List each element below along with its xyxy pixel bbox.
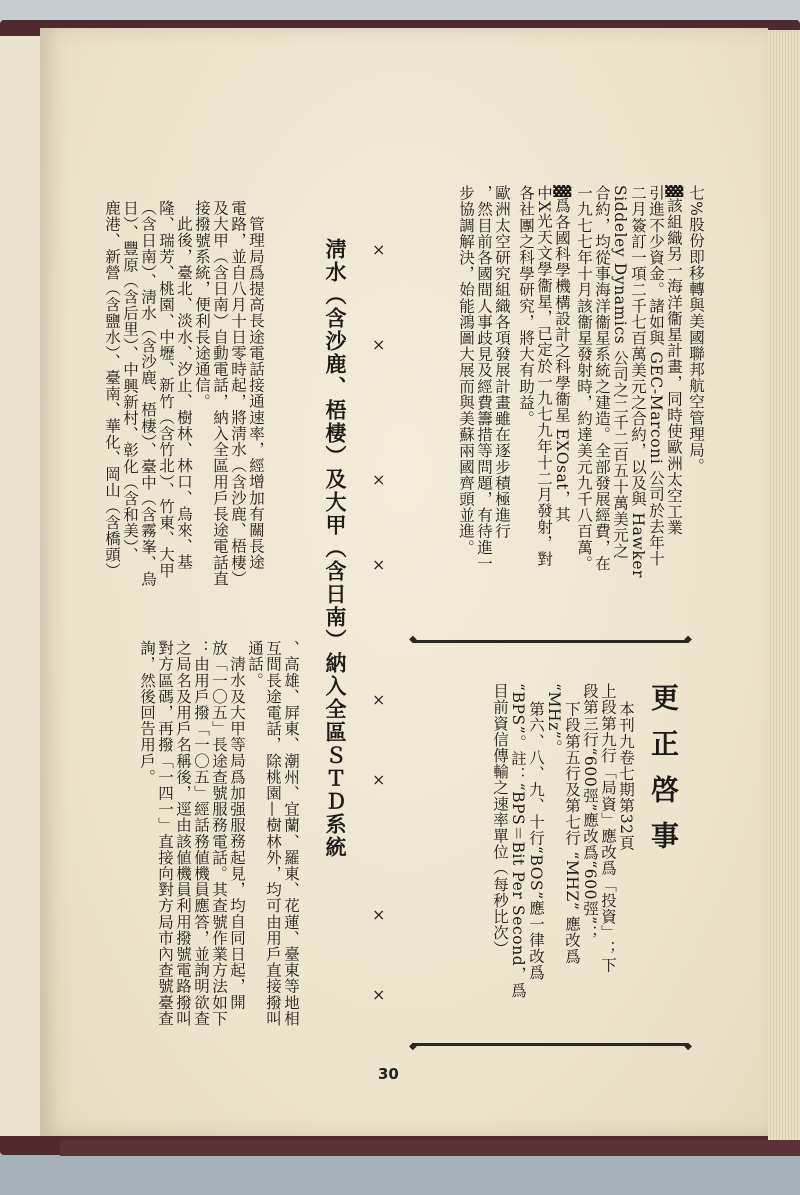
text-line: 各社團之科學研究，將大有助益。: [517, 185, 535, 427]
section-heading: 淸水（含沙鹿、梧棲）及大甲（含日南）納入全區ＳＴＤ系統: [323, 238, 348, 859]
correction-notice-box: [409, 634, 692, 1052]
text-line: （含日南）、淸水（含沙鹿、梧棲）、臺中（含霧峯、烏: [139, 200, 157, 587]
text-line: 接撥號系統，便利長途通信。: [193, 200, 211, 410]
ornament-icon: ◆: [409, 1041, 417, 1052]
text-line: ，然目前各國間人事歧見及經費籌措等問題，有待進一: [475, 185, 493, 572]
notice-title: 更正啓事: [647, 683, 680, 867]
divider-mark: ×: [372, 555, 386, 574]
text-line: 日）、豐原（含后里）、中興新村、彰化（含和美）、: [121, 200, 139, 564]
section-divider: [368, 240, 392, 1004]
ornament-icon: ◆: [684, 634, 692, 645]
ornament-icon: ◆: [684, 1041, 692, 1052]
text-line: 管理局爲提高長途電話接通速率，經增加有關長途: [247, 216, 265, 571]
text-line: “MHz”。: [545, 683, 563, 756]
article-column-upper-right: [395, 185, 705, 625]
divider-mark: ×: [372, 690, 386, 709]
text-line: ：由用戶撥「一〇五」經話務値機員應答，並詢明欲查: [192, 640, 210, 1027]
text-line: 歐洲太空研究組織各項發展計畫雖在逐步積極進行: [493, 185, 511, 540]
divider-mark: ×: [372, 335, 386, 354]
ornament-icon: ◆: [409, 634, 417, 645]
text-line: 鹿港、新營（含鹽水）、臺南、華化、岡山（含橋頭）: [103, 200, 121, 579]
divider-mark: ×: [372, 770, 386, 789]
text-line: ▓該組織另一海洋衞星計畫，同時使歐洲太空工業: [665, 185, 683, 536]
text-line: 合約，均從事海洋衞星系統之建造。全部發展經費，在: [593, 185, 611, 572]
divider-mark: ×: [372, 905, 386, 924]
divider-mark: ×: [372, 985, 386, 1004]
text-line: 、高雄、屛東、潮州、宜蘭、羅東、花蓮、臺東等地相: [282, 640, 300, 1027]
text-line: 電路，並自八月十日零時起，將淸水（含沙鹿、梧棲）: [229, 200, 247, 587]
section-body-upper: [95, 200, 265, 625]
text-line: 目前資信傳輸之速率單位（每秒比次）: [491, 683, 509, 957]
text-line: 七%股份即移轉與美國聯邦航空管理局。: [687, 185, 705, 475]
text-line: Siddeley Dynamics 公司之二千二百五十萬美元之: [611, 185, 629, 560]
text-line: 放「一〇五」長途查號服務電話。其查號作業方法如下: [210, 640, 228, 1027]
text-line: 上段第九行「局資」應改爲「投資」；下: [599, 683, 617, 973]
text-line: 詢，然後回告用戶。: [138, 640, 156, 785]
text-line: 及大甲（含日南）自動電話，納入全區用戶長途電話直: [211, 200, 229, 587]
text-line: 二月簽訂一項二千七百萬美元之合約，以及與 Hawker: [629, 185, 647, 579]
text-line: 本刊九卷七期第32頁: [617, 701, 635, 851]
page-stack-edge: [768, 30, 800, 1140]
text-line: 一九七七年十月該衞星發射時，約達美元九千八百萬。: [575, 185, 593, 572]
text-line: 下段第五行及第七行 “MHZ” 應改爲: [563, 701, 581, 965]
section-body-lower: [95, 640, 300, 1030]
page-number: 30: [378, 1065, 399, 1083]
left-page-edge: [0, 36, 41, 1136]
divider-mark: ×: [372, 240, 386, 259]
text-line: 對方區碼，再撥「一四一」直接向對方局市內查號臺查: [156, 640, 174, 1027]
text-line: ▓爲各國科學機構設計之科學衞星 EXOsat，其: [553, 185, 571, 523]
text-line: 段第三行“600弳”應改爲“600弳”；: [581, 683, 599, 941]
text-line: 第六、八、九、十行“BOS”應一律改爲: [527, 701, 545, 981]
divider-mark: ×: [372, 470, 386, 489]
text-line: 隆、瑞芳、桃園、中壢、新竹（含竹北）、竹東、大甲: [157, 200, 175, 579]
text-line: 步協調解決，始能鴻圖大展而與美蘇兩國齊頭並進。: [457, 185, 475, 556]
text-line: 互間長途電話，除桃園—樹林外，均可由用戶直接撥叫: [264, 640, 282, 1027]
text-line: 通話。: [246, 640, 264, 689]
text-line: 此後，臺北、淡水、汐止、樹林、林口、烏來、基: [175, 216, 193, 571]
text-line: 引進不少資金。諸如與 GEC-Marconi 公司於去年十: [647, 185, 665, 567]
text-line: 淸水及大甲等局爲加强服務起見，均自同日起，開: [228, 656, 246, 1011]
notice-body: [425, 683, 635, 1023]
text-line: 中X光天文學衞星，已定於一九七九年十二月發射，對: [535, 185, 553, 567]
text-line: “BPS”。註：“BPS＝Bit Per Second，爲: [509, 683, 527, 999]
book-cover-bottom-edge: [60, 1140, 800, 1156]
text-line: 之局名及用戶名稱後，逕由該値機員利用撥號電路撥叫: [174, 640, 192, 1027]
